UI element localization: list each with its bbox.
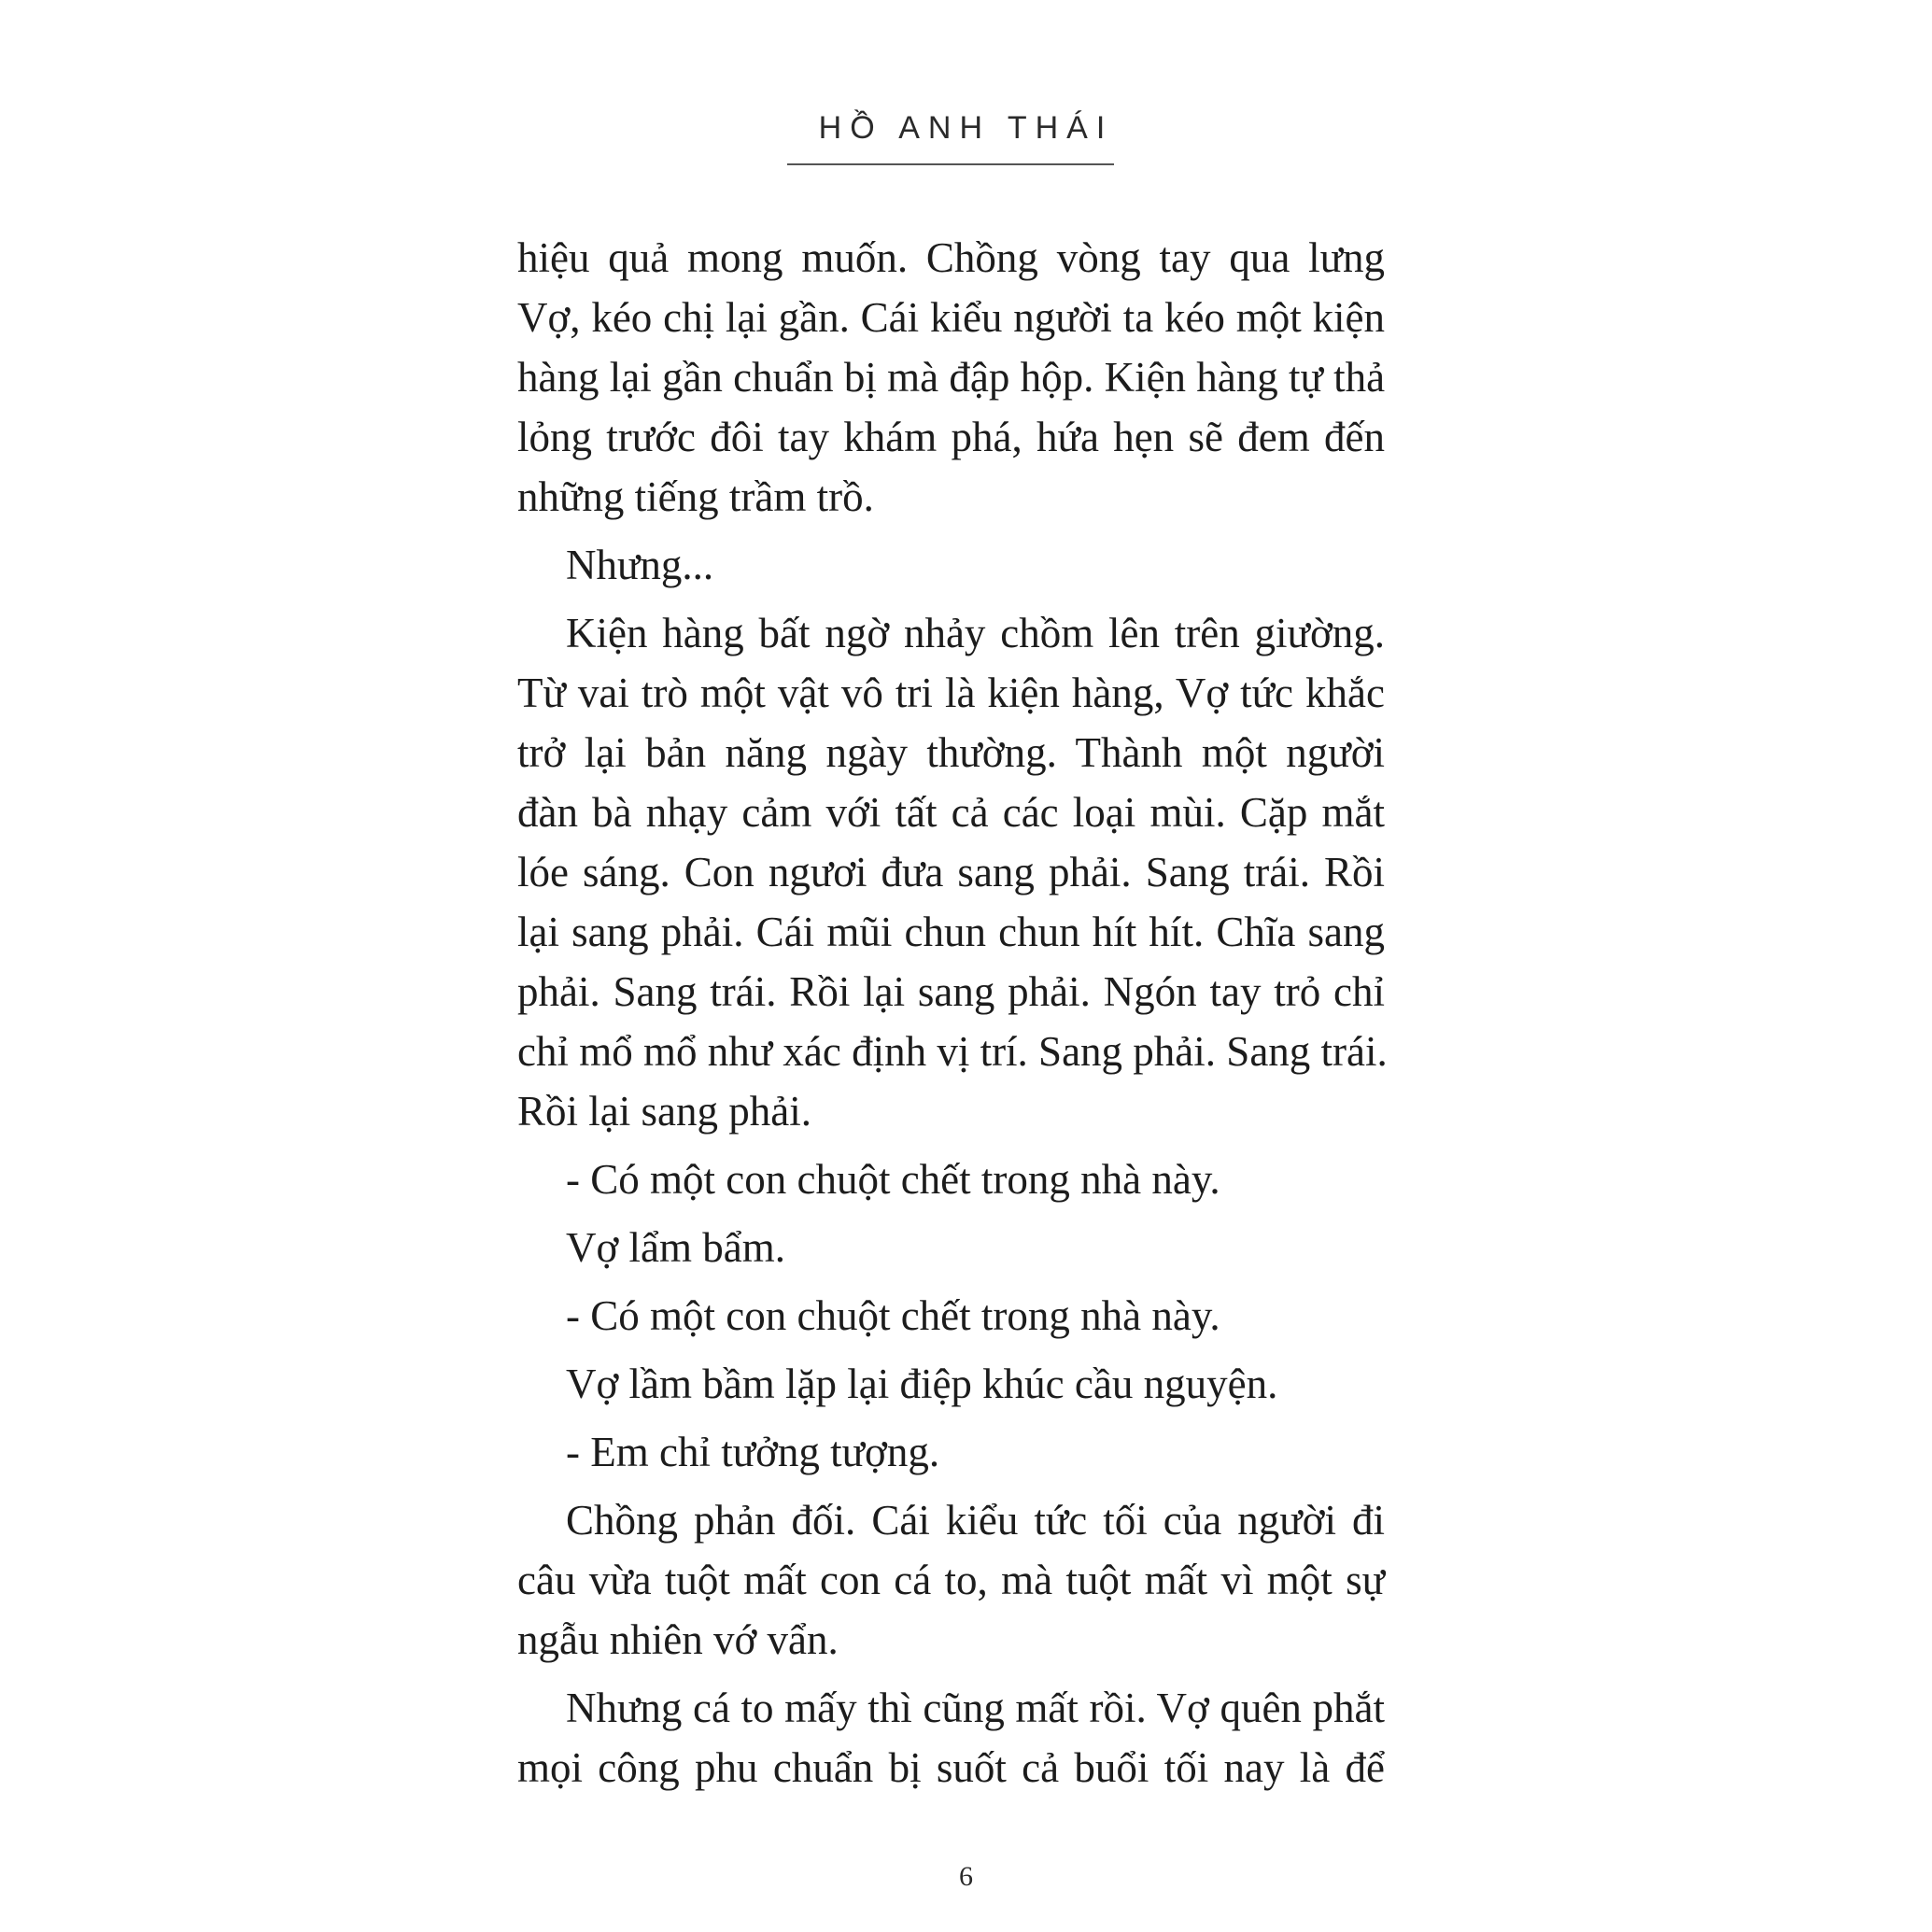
text-line: Kiện hàng bất ngờ nhảy chồm lên trên giường. [566, 610, 1385, 656]
paragraph-gap [517, 1209, 1385, 1218]
text-line: trở lại bản năng ngày thường. Thành một người [517, 729, 1385, 776]
text-line: Vợ lầm bầm lặp lại điệp khúc cầu nguyện. [566, 1361, 1278, 1407]
page-number: 6 [959, 1861, 973, 1892]
text-line: Vợ lẩm bẩm. [566, 1224, 785, 1271]
text-line: Từ vai trò một vật vô tri là kiện hàng, Vợ tức khắc [517, 670, 1385, 716]
text-line: lỏng trước đôi tay khám phá, hứa hẹn sẽ đem đến [517, 414, 1385, 460]
text-line: phải. Sang trái. Rồi lại sang phải. Ngón tay trỏ chỉ [517, 968, 1385, 1015]
paragraph-gap [517, 1141, 1385, 1149]
text-line: lóe sáng. Con ngươi đưa sang phải. Sang trái. Rồi [517, 849, 1385, 895]
text-line: - Có một con chuột chết trong nhà này. [566, 1292, 1220, 1339]
text-line: hiệu quả mong muốn. Chồng vòng tay qua lưng [517, 234, 1385, 281]
text-line: hàng lại gần chuẩn bị mà đập hộp. Kiện hàng tự thả [517, 354, 1386, 401]
text-line: - Em chỉ tưởng tượng. [566, 1429, 940, 1475]
paragraph-gap [517, 1414, 1385, 1422]
text-line: câu vừa tuột mất con cá to, mà tuột mất vì một sự [517, 1557, 1385, 1603]
paragraph-gap [517, 1482, 1385, 1490]
text-line: Chồng phản đối. Cái kiểu tức tối của người đi [566, 1497, 1385, 1544]
text-line: chỉ mổ mổ như xác định vị trí. Sang phải. Sang trái. [517, 1028, 1388, 1075]
body-text [517, 228, 1388, 1798]
text-line: lại sang phải. Cái mũi chun chun hít hít. Chĩa sang [517, 909, 1385, 955]
text-line: đàn bà nhạy cảm với tất cả các loại mùi. Cặp mắt [517, 789, 1385, 836]
paragraph-gap [517, 1670, 1385, 1678]
text-line: ngẫu nhiên vớ vẩn. [517, 1616, 839, 1663]
text-line: Nhưng... [566, 542, 714, 588]
paragraph-gap [517, 1277, 1385, 1286]
text-line: những tiếng trầm trồ. [517, 473, 874, 520]
text-line: mọi công phu chuẩn bị suốt cả buổi tối nay là để [517, 1744, 1385, 1791]
paragraph-gap [517, 595, 1385, 603]
text-line: Nhưng cá to mấy thì cũng mất rồi. Vợ quên phắt [566, 1685, 1385, 1731]
paragraph-gap [517, 1346, 1385, 1354]
author-header: HỒ ANH THÁI [818, 110, 1114, 146]
text-line: - Có một con chuột chết trong nhà này. [566, 1156, 1220, 1203]
text-line: Rồi lại sang phải. [517, 1088, 811, 1135]
paragraph-gap [517, 527, 1385, 535]
header-rule [787, 163, 1114, 165]
text-line: Vợ, kéo chị lại gần. Cái kiểu người ta kéo một kiện [517, 294, 1385, 341]
